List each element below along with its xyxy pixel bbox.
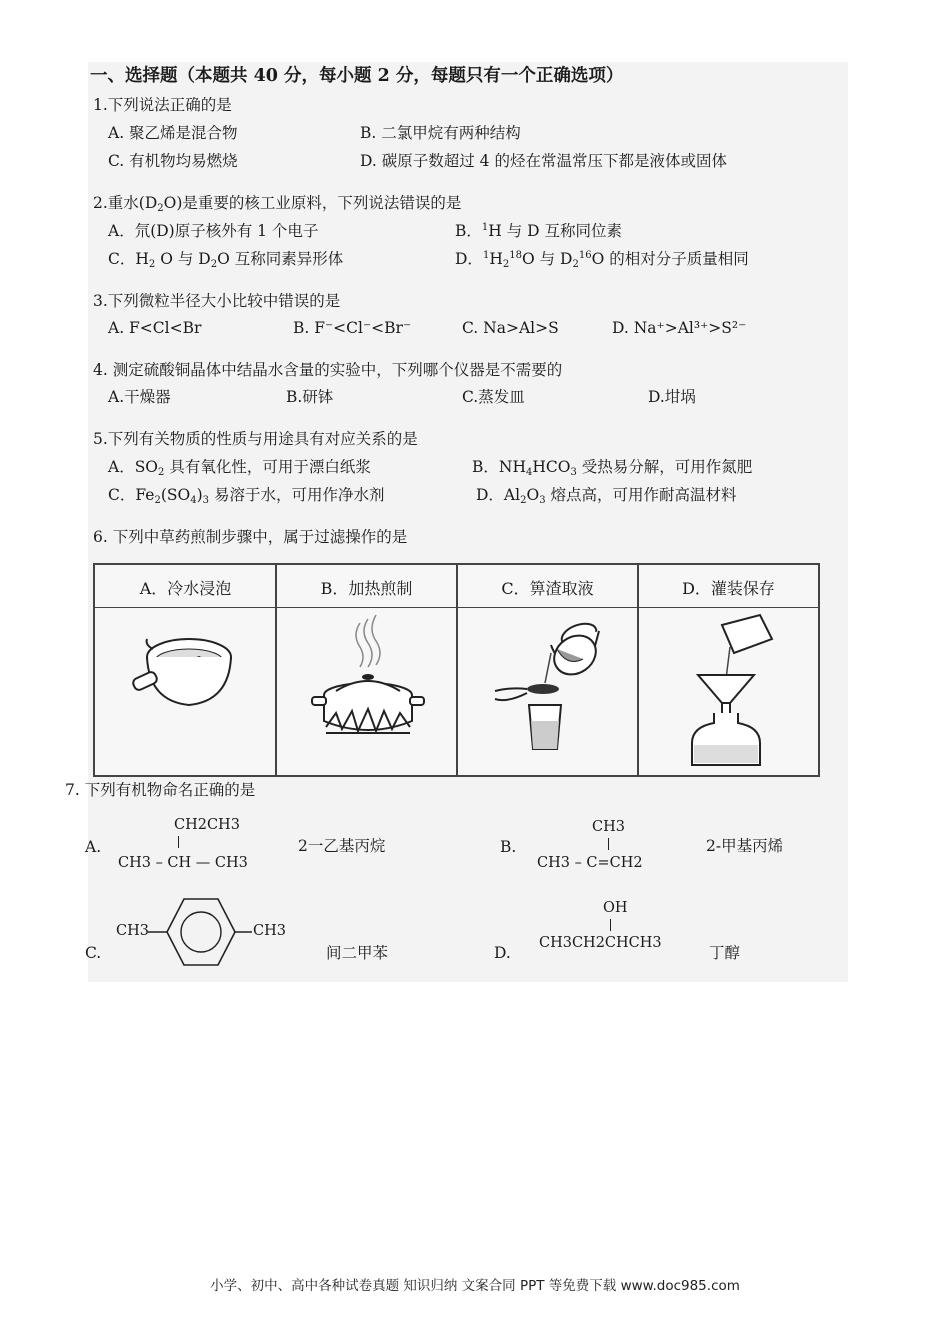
q7-d-hydroxyl: OH bbox=[603, 900, 628, 916]
q2-option-d: D．$^1H_2^{18}O$ 与 $D_2^{16}O$ 的相对分子质量相同 bbox=[455, 250, 749, 270]
q1-option-b: B. 二氯甲烷有两种结构 bbox=[360, 124, 521, 142]
q4-stem: 4. 测定硫酸铜晶体中结晶水含量的实验中，下列哪个仪器是不需要的 bbox=[93, 361, 563, 379]
q3-option-a: A. F<Cl<Br bbox=[108, 319, 202, 337]
q7-c-name: 间二甲苯 bbox=[326, 944, 389, 962]
q7-stem: 7. 下列有机物命名正确的是 bbox=[65, 781, 256, 799]
q7-option-b-label: B. bbox=[500, 838, 517, 856]
q5-option-d: D．$Al_2O_3$ 熔点高，可用作耐高温材料 bbox=[476, 486, 737, 506]
q5-option-b: B．$NH_4HCO_3$ 受热易分解，可用作氮肥 bbox=[472, 458, 753, 478]
q6-table bbox=[93, 563, 820, 777]
q2-option-c: C．$H_2$ O 与 $D_2O$ 互称同素异形体 bbox=[108, 250, 344, 270]
q7-b-substituent: CH3 bbox=[592, 819, 625, 835]
q7-d-main-chain: CH3CH2CHCH3 bbox=[539, 935, 662, 951]
q6-header-b: B．加热煎制 bbox=[320, 579, 413, 598]
q7-a-name: 2一乙基丙烷 bbox=[298, 837, 386, 855]
q5-option-c: C．$Fe_2(SO_4)_3$ 易溶于水，可用作净水剂 bbox=[108, 486, 385, 506]
q3-stem: 3.下列微粒半径大小比较中错误的是 bbox=[93, 292, 341, 310]
q7-c-right-methyl: CH3 bbox=[253, 923, 286, 939]
q1-option-c: C. 有机物均易燃烧 bbox=[108, 152, 238, 170]
q5-option-a: A．$SO_2$ 具有氧化性，可用于漂白纸浆 bbox=[108, 458, 371, 478]
q7-b-name: 2-甲基丙烯 bbox=[706, 837, 784, 855]
footer-text: 小学、初中、高中各种试卷真题 知识归纳 文案合同 PPT 等免费下载 www.doc985.com bbox=[210, 1278, 740, 1294]
soaking-pot-illustration bbox=[125, 609, 245, 769]
q7-a-substituent: CH2CH3 bbox=[174, 817, 240, 833]
q1-option-d: D. 碳原子数超过 4 的烃在常温常压下都是液体或固体 bbox=[360, 152, 727, 170]
section-title: 一、选择题（本题共 40 分，每小题 2 分，每题只有一个正确选项） bbox=[90, 66, 624, 86]
q7-option-d-label: D. bbox=[494, 944, 511, 962]
q2-option-a: A．氘(D)原子核外有 1 个电子 bbox=[108, 222, 319, 240]
q3-option-d: D. Na⁺>Al³⁺>S²⁻ bbox=[612, 319, 747, 337]
q7-d-name: 丁醇 bbox=[709, 944, 741, 962]
q2-stem: 2.重水$(D_2O)$是重要的核工业原料，下列说法错误的是 bbox=[93, 194, 462, 214]
q7-c-left-methyl: CH3 bbox=[116, 923, 149, 939]
q6-header-a: A．冷水浸泡 bbox=[139, 579, 232, 598]
bottling-illustration bbox=[668, 609, 788, 769]
straining-illustration bbox=[487, 609, 607, 769]
q1-option-a: A. 聚乙烯是混合物 bbox=[108, 124, 238, 142]
q4-option-c: C.蒸发皿 bbox=[462, 388, 525, 406]
q7-option-a-label: A. bbox=[85, 838, 102, 856]
q6-stem: 6. 下列中草药煎制步骤中，属于过滤操作的是 bbox=[93, 528, 408, 546]
q4-option-b: B.研钵 bbox=[286, 388, 334, 406]
q1-stem: 1.下列说法正确的是 bbox=[93, 96, 232, 114]
benzene-ring-icon bbox=[146, 895, 256, 969]
q3-option-b: B. F⁻<Cl⁻<Br⁻ bbox=[293, 319, 412, 337]
q7-b-main-chain: CH3 – C=CH2 bbox=[537, 855, 643, 871]
q7-a-main-chain: CH3 – CH — CH3 bbox=[118, 855, 248, 871]
heating-pot-illustration bbox=[306, 609, 426, 769]
q4-option-d: D.坩埚 bbox=[648, 388, 696, 406]
q7-option-c-label: C. bbox=[85, 944, 102, 962]
q3-option-c: C. Na>Al>S bbox=[462, 319, 559, 337]
q5-stem: 5.下列有关物质的性质与用途具有对应关系的是 bbox=[93, 430, 418, 448]
q2-option-b: B．$^1$H 与 D 互称同位素 bbox=[455, 222, 622, 240]
q6-header-d: D．灌装保存 bbox=[682, 579, 775, 598]
q4-option-a: A.干燥器 bbox=[108, 388, 171, 406]
q6-header-c: C．箅渣取液 bbox=[501, 579, 594, 598]
